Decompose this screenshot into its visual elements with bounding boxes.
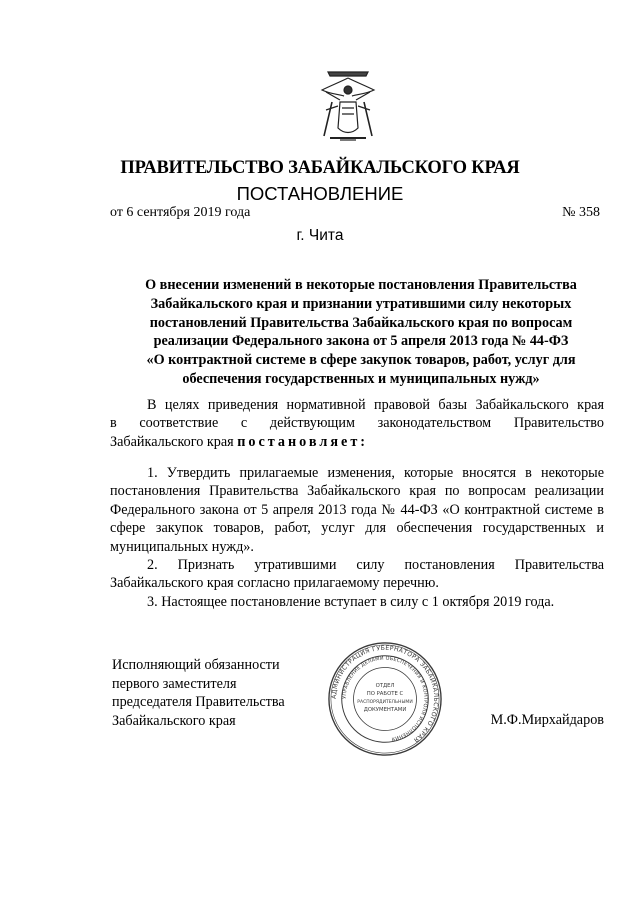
heading-line: реализации Федерального закона от 5 апреля 2013 года № 44-ФЗ [153, 333, 569, 350]
stamp-center-line: ДОКУМЕНТАМИ [363, 706, 407, 713]
resolution-item: 2. Признать утратившими силу постановления Правительства Забайкальского края согласно прилагаемому перечню. [110, 557, 604, 592]
resolution-word: постановляет: [237, 433, 369, 450]
document-date: от 6 сентября 2019 года [110, 205, 251, 220]
preamble-line: в соответствие с действующим законодательством Правительство [110, 415, 604, 432]
stamp-inner-text: УПРАВЛЕНИЕ ДЕЛАМИ ОБЕСПЕЧЕНИЯ И КОНТРОЛЯ ИСПОЛНЕНИЯ [341, 655, 429, 742]
preamble-paragraph [110, 396, 604, 451]
document-type: ПОСТАНОВЛЕНИЕ [236, 183, 404, 204]
document-number: № 358 [562, 205, 600, 220]
signer-position-line: председателя Правительства [112, 694, 285, 711]
preamble-line: В целях приведения нормативной правовой базы Забайкальского края [147, 397, 604, 413]
signer-position-line: первого заместителя [112, 675, 237, 692]
preamble-line-text: Забайкальского края [110, 433, 234, 450]
organization-title: ПРАВИТЕЛЬСТВО ЗАБАЙКАЛЬСКОГО КРАЯ [120, 158, 520, 178]
stamp-center-line: РАСПОРЯДИТЕЛЬНЫМИ [357, 699, 413, 705]
official-stamp [326, 640, 444, 758]
svg-text:УПРАВЛЕНИЕ ДЕЛАМИ ОБЕСПЕЧЕНИЯ [342, 656, 429, 742]
document-city: г. Чита [296, 227, 344, 244]
stamp-center-line: ОТДЕЛ [375, 683, 395, 690]
preamble-line [110, 433, 604, 451]
signer-name: М.Ф.Мирхайдаров [490, 712, 604, 728]
stamp-center-line: ПО РАБОТЕ С [366, 691, 404, 698]
document-heading [120, 276, 602, 389]
resolution-item: 3. Настоящее постановление вступает в силу с 1 октября 2019 года. [147, 593, 555, 610]
signer-position-line: Исполняющий обязанности [112, 657, 280, 673]
heading-line: О внесении изменений в некоторые постановления Правительства [145, 277, 577, 293]
heading-line: постановлений Правительства Забайкальского края по вопросам [149, 314, 573, 331]
signer-position-line: Забайкальского края [112, 712, 236, 729]
heading-line: обеспечения государственных и муниципальных нужд» [182, 370, 540, 387]
heading-line: Забайкальского края и признании утратившими силу некоторых [150, 295, 572, 312]
resolution-items [110, 464, 604, 611]
coat-of-arms-icon [318, 66, 378, 148]
resolution-item: 1. Утвердить прилагаемые изменения, которые вносятся в некоторые постановления Правительства Забайкальского края по вопросам реализации Федерального закона от 5 апреля 2013 года № 44-ФЗ «О контрактной системе в сфере закупок товаров, работ, услуг для обеспечения государственных и муниципальных нужд». [110, 465, 604, 555]
stamp-outer-text: АДМИНИСТРАЦИЯ ГУБЕРНАТОРА ЗАБАЙКАЛЬСКОГО КРАЯ [330, 644, 440, 744]
signer-position [112, 656, 322, 730]
heading-line: «О контрактной системе в сфере закупок товаров, работ, услуг для [146, 352, 576, 369]
